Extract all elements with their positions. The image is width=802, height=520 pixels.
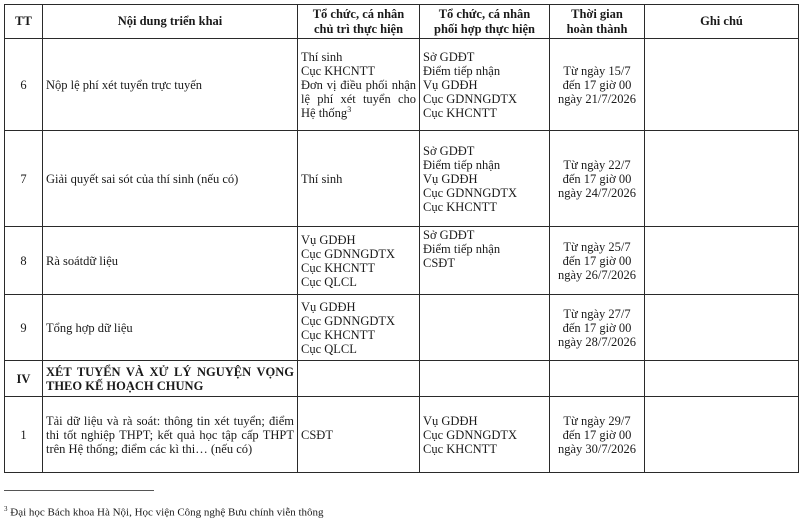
coop-line: Cục GDNNGDTX: [423, 427, 518, 442]
footnote: [4, 503, 324, 520]
time-line: ngày 30/7/2026: [557, 441, 637, 456]
row-lead: [298, 131, 420, 227]
coop-line: Cục KHCNTT: [423, 199, 497, 214]
coop-line: Cục GDNNGDTX: [423, 185, 518, 200]
row-coop: [420, 397, 550, 473]
time-line: đến 17 giờ 00: [562, 320, 632, 335]
time-line: ngày 24/7/2026: [557, 185, 637, 200]
row-notes: [645, 131, 799, 227]
section-coop: [420, 361, 550, 397]
time-line: ngày 28/7/2026: [557, 334, 637, 349]
coop-line: Điểm tiếp nhận: [423, 242, 501, 256]
lead-line: Thí sinh: [301, 49, 343, 64]
lead-line: Cục QLCL: [301, 341, 357, 356]
coop-line: Cục GDNNGDTX: [423, 91, 518, 106]
row-time: [550, 227, 645, 295]
header-coop-line-1: Tổ chức, cá nhân: [438, 6, 531, 21]
section-notes: [645, 361, 799, 397]
footnote-text: Đại học Bách khoa Hà Nội, Học viện Công nghệ Bưu chính viễn thông: [7, 506, 324, 519]
coop-line: CSĐT: [423, 256, 455, 270]
row-notes: [645, 39, 799, 131]
row-time: [550, 131, 645, 227]
row-content: Giải quyết sai sót của thí sinh (nếu có): [43, 131, 298, 227]
footnote-ref: 3: [347, 104, 352, 114]
time-line: đến 17 giờ 00: [562, 427, 632, 442]
lead-line: Vụ GDĐH: [301, 299, 356, 314]
section-title: XÉT TUYỂN VÀ XỬ LÝ NGUYỆN VỌNG THEO KẾ HOẠCH CHUNG: [43, 361, 298, 397]
row-lead: [298, 227, 420, 295]
lead-line: Cục KHCNTT: [301, 63, 375, 78]
row-lead: [298, 295, 420, 361]
row-tt: 9: [5, 295, 43, 361]
row-content: Nộp lệ phí xét tuyển trực tuyến: [43, 39, 298, 131]
coop-line: Sở GDĐT: [423, 228, 475, 242]
row-time: [550, 39, 645, 131]
row-notes: [645, 227, 799, 295]
lead-line: Vụ GDĐH: [301, 232, 356, 247]
time-line: Từ ngày 22/7: [563, 157, 631, 172]
header-tt: TT: [5, 5, 43, 39]
time-line: đến 17 giờ 00: [562, 253, 632, 268]
coop-line: Sở GDĐT: [423, 49, 475, 64]
time-line: đến 17 giờ 00: [562, 77, 632, 92]
row-lead: [298, 39, 420, 131]
row-time: [550, 397, 645, 473]
coop-line: Sở GDĐT: [423, 143, 475, 158]
lead-extra-text: Đơn vị điều phối nhận lệ phí xét tuyển cho Hệ thống: [301, 77, 416, 120]
header-lead-line-1: Tổ chức, cá nhân: [312, 6, 405, 21]
section-time: [550, 361, 645, 397]
footnote-divider: [4, 490, 154, 491]
header-lead-line-2: chủ trì thực hiện: [313, 21, 404, 36]
section-lead: [298, 361, 420, 397]
time-line: Từ ngày 29/7: [563, 413, 631, 428]
row-tt: 7: [5, 131, 43, 227]
row-tt: 8: [5, 227, 43, 295]
coop-line: Cục KHCNTT: [423, 441, 497, 456]
header-time: [550, 5, 645, 39]
table-row: [5, 39, 799, 131]
coop-line: Vụ GDĐH: [423, 77, 478, 92]
header-coop-line-2: phối hợp thực hiện: [434, 21, 535, 36]
section-row: [5, 361, 799, 397]
row-coop: [420, 295, 550, 361]
coop-line: Cục KHCNTT: [423, 105, 497, 120]
time-line: ngày 21/7/2026: [557, 91, 637, 106]
table-row: [5, 227, 799, 295]
time-line: Từ ngày 15/7: [563, 63, 631, 78]
time-line: đến 17 giờ 00: [562, 171, 632, 186]
time-line: Từ ngày 27/7: [563, 306, 631, 321]
table-row: [5, 295, 799, 361]
table-row: [5, 131, 799, 227]
row-tt: 6: [5, 39, 43, 131]
row-lead: [298, 397, 420, 473]
row-time: [550, 295, 645, 361]
lead-line: Thí sinh: [301, 171, 343, 186]
table-row: [5, 397, 799, 473]
lead-line: Cục GDNNGDTX: [301, 246, 396, 261]
row-coop: [420, 227, 550, 295]
coop-line: Điểm tiếp nhận: [423, 63, 501, 78]
section-tt: IV: [5, 361, 43, 397]
row-coop: [420, 131, 550, 227]
row-coop: [420, 39, 550, 131]
lead-line: Cục KHCNTT: [301, 327, 375, 342]
row-notes: [645, 295, 799, 361]
header-coop: [420, 5, 550, 39]
time-line: Từ ngày 25/7: [563, 239, 631, 254]
time-line: ngày 26/7/2026: [557, 267, 637, 282]
lead-line: Cục GDNNGDTX: [301, 313, 396, 328]
row-content: Tổng hợp dữ liệu: [43, 295, 298, 361]
header-content: Nội dung triển khai: [43, 5, 298, 39]
plan-table: [4, 4, 799, 473]
lead-line: CSĐT: [301, 427, 333, 442]
header-time-line-2: hoàn thành: [566, 21, 628, 36]
row-content: Rà soátdữ liệu: [43, 227, 298, 295]
header-time-line-1: Thời gian: [571, 6, 623, 21]
row-notes: [645, 397, 799, 473]
lead-line: Cục KHCNTT: [301, 260, 375, 275]
header-notes: Ghi chú: [645, 5, 799, 39]
coop-line: Điểm tiếp nhận: [423, 157, 501, 172]
coop-line: Vụ GDĐH: [423, 171, 478, 186]
row-content: Tải dữ liệu và rà soát: thông tin xét tuyển; điểm thi tốt nghiệp THPT; kết quả học tập cấp THPT trên Hệ thống; điểm các kì thi… (nếu có): [43, 397, 298, 473]
footnote-number: 3: [4, 505, 8, 513]
header-lead: [298, 5, 420, 39]
coop-line: Vụ GDĐH: [423, 413, 478, 428]
header-row: [5, 5, 799, 39]
lead-line: Cục QLCL: [301, 274, 357, 289]
row-tt: 1: [5, 397, 43, 473]
lead-extra: [301, 78, 416, 120]
